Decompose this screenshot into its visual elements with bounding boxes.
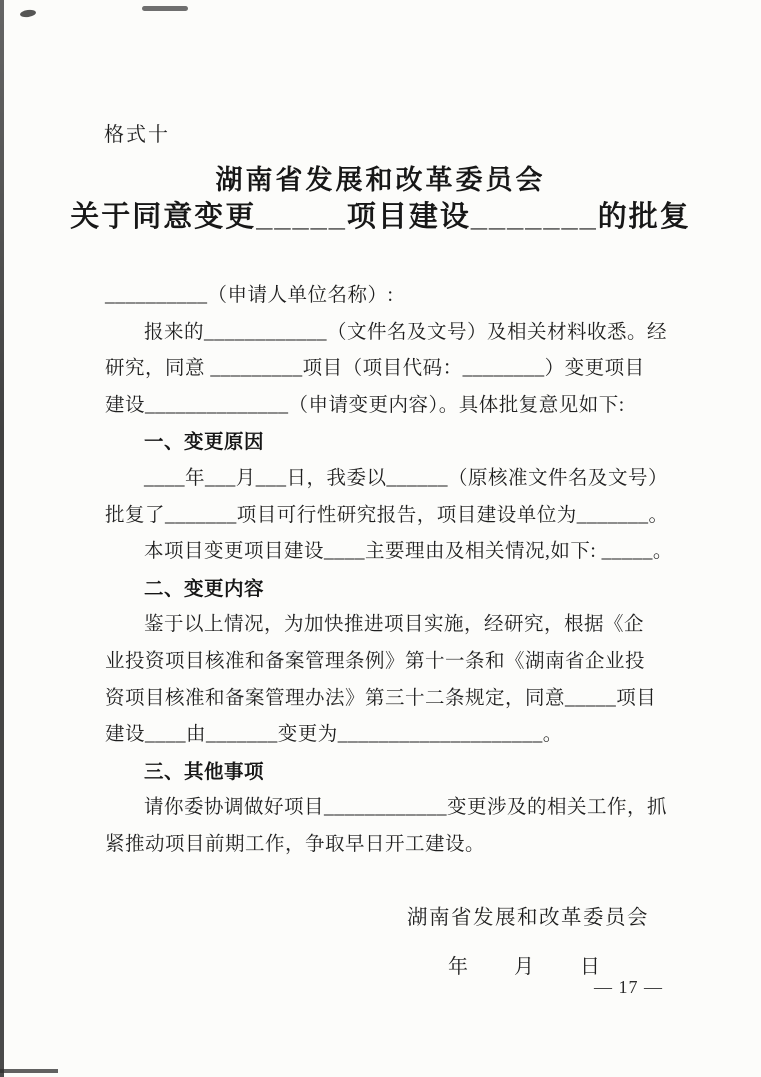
document-title-org: 湖南省发展和改革委员会 bbox=[215, 165, 546, 195]
document-body bbox=[105, 278, 671, 864]
signature-date: 年 月 日 bbox=[448, 956, 602, 978]
body-line: 建设______________（申请变更内容）。具体批复意见如下: bbox=[105, 394, 625, 416]
body-line: 建设____由_______变更为____________________。 bbox=[105, 724, 563, 746]
scan-artifact-speck bbox=[142, 6, 188, 11]
body-line: 研究，同意 _________项目（项目代码：________）变更项目 bbox=[105, 358, 645, 380]
format-label: 格式十 bbox=[104, 124, 170, 146]
body-line: 业投资项目核准和备案管理条例》第十一条和《湖南省企业投 bbox=[105, 650, 646, 672]
body-line: 鉴于以上情况，为加快推进项目实施，经研究，根据《企 bbox=[144, 614, 645, 636]
section-heading-3: 三、其他事项 bbox=[144, 760, 265, 783]
section-heading-2: 二、变更内容 bbox=[144, 577, 265, 600]
signature-block bbox=[407, 900, 649, 979]
body-line: 批复了_______项目可行性研究报告，项目建设单位为_______。 bbox=[105, 504, 669, 526]
body-line: 资项目核准和备案管理办法》第三十二条规定，同意_____项目 bbox=[105, 687, 657, 709]
body-line: 紧推动项目前期工作，争取早日开工建设。 bbox=[105, 833, 486, 855]
body-line-salutation: __________（申请人单位名称）: bbox=[105, 285, 394, 306]
scan-artifact-speck bbox=[20, 9, 37, 18]
body-line: 报来的____________（文件名及文号）及相关材料收悉。经 bbox=[144, 321, 668, 343]
body-line: 本项目变更项目建设____主要理由及相关情况,如下: _____。 bbox=[144, 541, 673, 563]
page-number: — 17 — bbox=[594, 977, 663, 997]
signature-org: 湖南省发展和改革委员会 bbox=[407, 907, 649, 929]
body-line: ____年___月___日，我委以______（原核准文件名及文号） bbox=[144, 467, 669, 489]
document-title-subject: 关于同意变更_____项目建设_______的批复 bbox=[70, 201, 691, 233]
scan-artifact-speck bbox=[0, 1069, 58, 1073]
body-line: 请你委协调做好项目____________变更涉及的相关工作，抓 bbox=[144, 797, 668, 819]
section-heading-1: 一、变更原因 bbox=[144, 431, 265, 454]
